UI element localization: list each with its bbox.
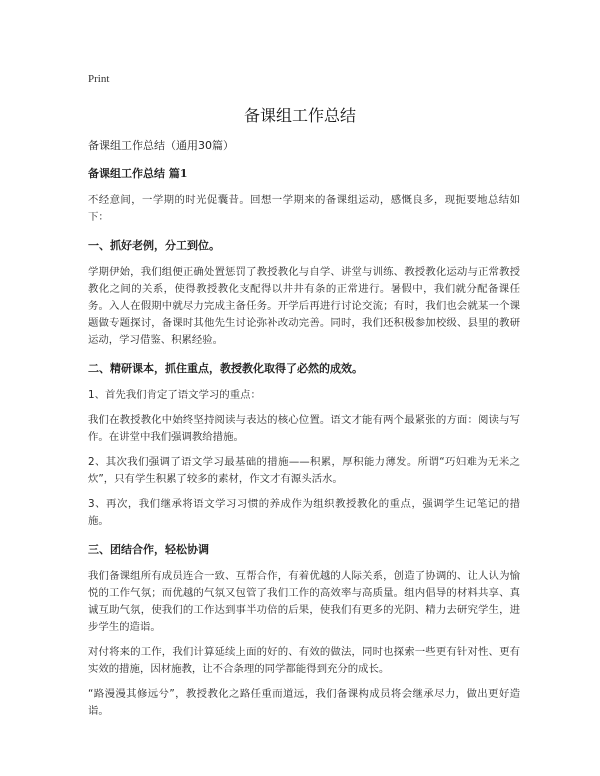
- heading-3: 三、团结合作，轻松协调: [88, 543, 209, 556]
- paragraph-4: 2、其次我们强调了语文学习最基础的措施——积累，厚积能力薄发。所谓“巧妇难为无米之炊”，只有学生积累了较多的素材，作文才有源头活水。: [88, 456, 520, 485]
- heading-1: 一、抓好老例，分工到位。: [88, 239, 220, 252]
- print-label: Print: [88, 73, 110, 85]
- heading-2: 二、精研课本，抓住重点，教授教化取得了必然的成效。: [88, 362, 363, 375]
- paragraph-3: 我们在教授教化中始终坚持阅读与表达的核心位置。语文才能有两个最紧张的方面：阅读与写作。在讲堂中我们强调教给措施。: [88, 414, 520, 443]
- document-title: 备课组工作总结: [243, 106, 356, 125]
- paragraph-1: 学期伊始，我们组便正确处置惩罚了教授教化与自学、讲堂与训练、教授教化运动与正常教授教化之间的关系，使得教授教化支配得以井井有条的正常进行。暑假中，我们就分配备课任务。入人在假期中就尽力完成主备任务。开学后再进行讨论交流；有时，我们也会就某一个课题做专题探讨，备课时其他先生讨论弥补改动完善。同时，我们还积极参加校级、县里的教研运动，学习借鉴、积累经验。: [88, 266, 520, 346]
- paragraph-6: 我们备课组所有成员连合一致、互帮合作，有着优越的人际关系，创造了协调的、让人认为愉悦的工作气氛；而优越的气氛又包管了我们工作的高效率与高质量。组内倡导的材料共享、真诚互助气氛，使我们的工作达到事半功倍的后果，使我们有更多的光阴、精力去研究学生，进步学生的造诣。: [88, 570, 520, 633]
- paragraph-7: 对付将来的工作，我们计算延续上面的好的、有效的做法，同时也探索一些更有针对性、更有实效的措施，因材施教，让不合条理的同学都能得到充分的成长。: [88, 646, 520, 675]
- intro-paragraph: 不经意间，一学期的时光促囊昔。回想一学期来的备课组运动，感慨良多，现扼要地总结如下：: [88, 194, 520, 223]
- paragraph-8: “路漫漫其修远兮”，教授教化之路任重而道远，我们备课构成员将会继承尽力，做出更好造诣。: [88, 688, 520, 717]
- document-subtitle: 备课组工作总结（通用30篇）: [88, 139, 234, 152]
- section-title: 备课组工作总结 篇1: [88, 167, 188, 180]
- paragraph-5: 3、再次，我们继承将语文学习习惯的养成作为组织教授教化的重点，强调学生记笔记的措施。: [88, 498, 520, 527]
- paragraph-2: 1、首先我们肯定了语文学习的重点：: [88, 389, 261, 401]
